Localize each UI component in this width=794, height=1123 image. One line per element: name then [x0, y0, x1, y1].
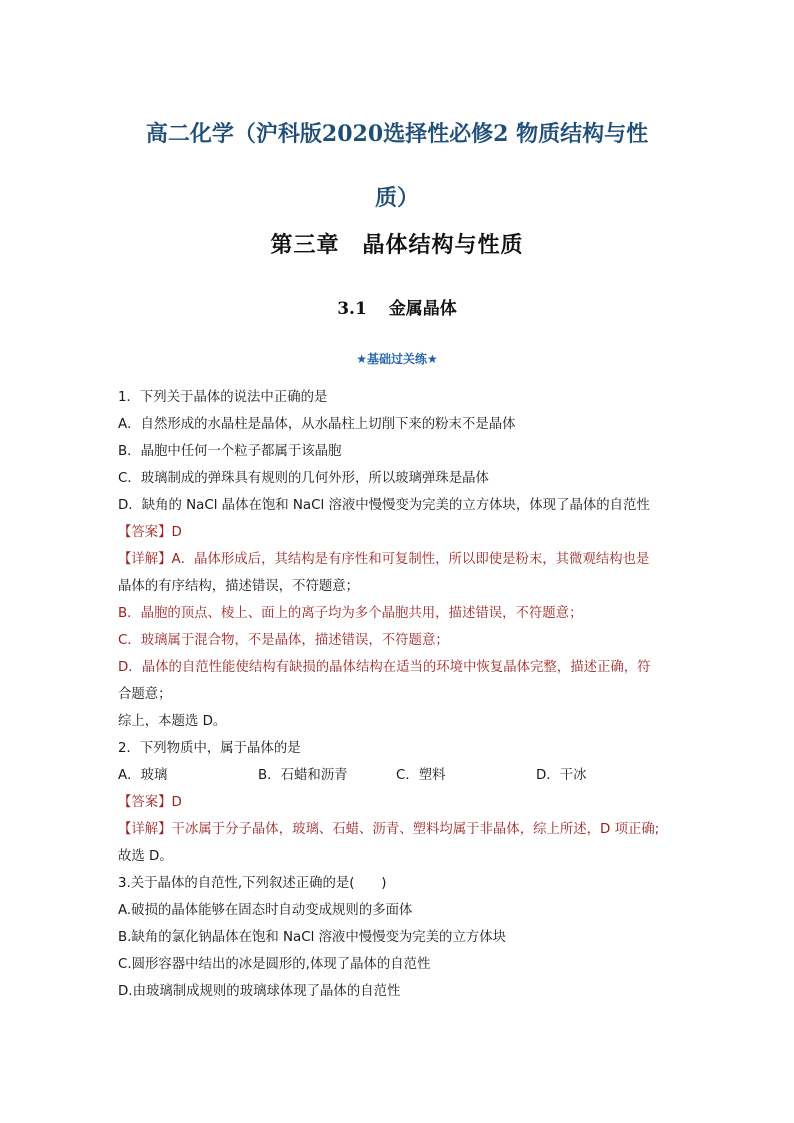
question-2-explanation-line: 【详解】干冰属于分子晶体，玻璃、石蜡、沥青、塑料均属于非晶体，综上所述，D 项正确; [118, 822, 660, 837]
question-1-answer: 【答案】D [118, 525, 182, 540]
question-3-option-c: C.圆形容器中结出的冰是圆形的,体现了晶体的自范性 [118, 957, 431, 972]
question-2-option-c: C．塑料 [396, 768, 446, 783]
question-1-explanation-line: B．晶胞的顶点、棱上、面上的离子均为多个晶胞共用，描述错误，不符题意； [118, 606, 583, 621]
question-1-explanation-line: 晶体的有序结构，描述错误，不符题意； [118, 579, 360, 594]
chapter-heading: 第三章 晶体结构与性质 [270, 233, 524, 258]
question-3-option-a: A.破损的晶体能够在固态时自动变成规则的多面体 [118, 903, 413, 918]
question-2-explanation-line: 故选 D。 [118, 849, 173, 864]
question-3-stem: 3.关于晶体的自范性,下列叙述正确的是( ) [118, 876, 387, 891]
question-2-answer: 【答案】D [118, 795, 182, 810]
section-number: 3.1 [337, 299, 367, 319]
question-1-explanation-line: 合题意； [118, 687, 172, 702]
section-heading [0, 294, 794, 319]
title-line-2: 质） [374, 185, 419, 211]
question-1-option-d: D．缺角的 NaCl 晶体在饱和 NaCl 溶液中慢慢变为完美的立方体块，体现了晶体的自范性 [118, 498, 650, 513]
practice-banner: ★基础过关练★ [356, 352, 438, 366]
question-1-option-b: B．晶胞中任何一个粒子都属于该晶胞 [118, 444, 342, 459]
question-2-options [118, 762, 678, 789]
question-2-stem: 2．下列物质中，属于晶体的是 [118, 741, 301, 756]
question-1-conclusion: 综上，本题选 D。 [118, 714, 227, 729]
question-3-option-b: B.缺角的氯化钠晶体在饱和 NaCl 溶液中慢慢变为完美的立方体块 [118, 930, 507, 945]
section-title: 金属晶体 [388, 299, 457, 319]
question-2-option-d: D．干冰 [536, 768, 587, 783]
questions-body [118, 384, 678, 1005]
question-1-explanation-line: 【详解】A．晶体形成后，其结构是有序性和可复制性，所以即使是粉末，其微观结构也是 [118, 552, 650, 567]
question-1-stem: 1．下列关于晶体的说法中正确的是 [118, 390, 328, 405]
document-title [110, 102, 684, 230]
question-2-option-a: A．玻璃 [118, 768, 168, 783]
question-1-option-a: A．自然形成的水晶柱是晶体，从水晶柱上切削下来的粉末不是晶体 [118, 417, 516, 432]
question-1-explanation-line: C．玻璃属于混合物，不是晶体，描述错误，不符题意； [118, 633, 449, 648]
question-1-explanation-line: D．晶体的自范性能使结构有缺损的晶体结构在适当的环境中恢复晶体完整，描述正确，符 [118, 660, 651, 675]
question-3-option-d: D.由玻璃制成规则的玻璃球体现了晶体的自范性 [118, 984, 401, 999]
title-line-1: 高二化学（沪科版2020选择性必修2 物质结构与性 [145, 121, 649, 147]
question-1-option-c: C．玻璃制成的弹珠具有规则的几何外形，所以玻璃弹珠是晶体 [118, 471, 489, 486]
question-2-option-b: B．石蜡和沥青 [258, 768, 348, 783]
